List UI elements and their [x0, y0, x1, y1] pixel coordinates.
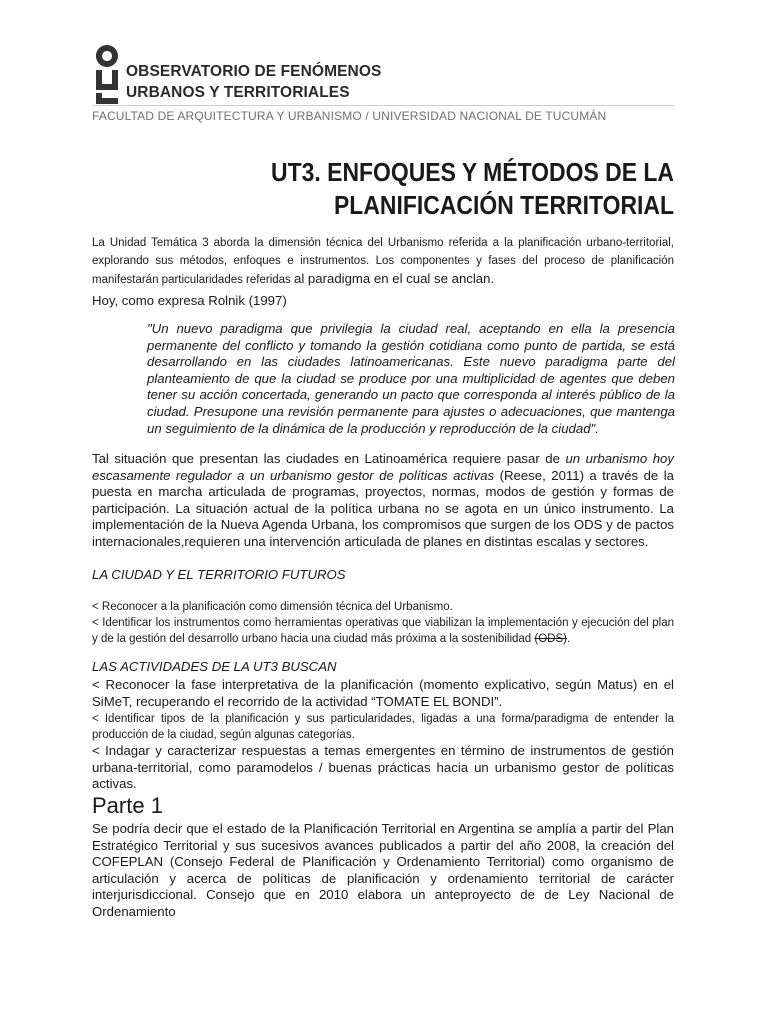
actividades-item-1: < Reconocer la fase interpretativa de la planificación (momento explicativo, según Matus) en el SiMeT, recuperando el recorrido de la actividad “TOMATE EL BONDI”. [92, 677, 674, 709]
intro-paragraph: La Unidad Temática 3 aborda la dimensión técnica del Urbanismo referida a la planificación urbano-territorial, explorando sus métodos, enfoques e instrumentos. Los componentes y fases del proceso de planificación manifestarán particularidades referidas al paradigma en el cual se anclan. [92, 237, 674, 286]
document-title [170, 157, 674, 223]
title-line2: PLANIFICACIÓN TERRITORIAL [333, 192, 674, 220]
quote-intro: Hoy, como expresa Rolnik (1997) [92, 293, 287, 308]
header-divider [92, 105, 674, 106]
part-1-text: Se podría decir que el estado de la Planificación Territorial en Argentina se amplía a partir del Plan Estratégico Territorial y sus sucesivos avances publicados a partir del año 2008, la creación del COFEPLAN (Consejo Federal de Planificación y Ordenamiento Territorial) como organismo de articulación y acerca de políticas de planificación y ordenamiento territorial de carácter interjurisdiccional. Consejo que en 2010 elabora un anteproyecto de de Ley Nacional de Ordenamiento [92, 821, 674, 919]
section-heading-futuros: LA CIUDAD Y EL TERRITORIO FUTUROS [92, 567, 346, 582]
observatory-logo-icon [92, 43, 122, 105]
futuros-item-2: < Identificar los instrumentos como herramientas operativas que viabilizan la implementación y ejecución del plan y de la gestión del desarrollo urbano hacia una ciudad más próxima a la sostenibilidad (ODS). [92, 617, 674, 646]
faculty-line: FACULTAD DE ARQUITECTURA Y URBANISMO / UNIVERSIDAD NACIONAL DE TUCUMÁN [92, 109, 607, 123]
actividades-item-3: < Indagar y caracterizar respuestas a temas emergentes en término de instrumentos de gestión urbana-territorial, como paramodelos / buenas prácticas hacia un urbanismo gestor de políticas activas. [92, 743, 674, 792]
org-name-line1: OBSERVATORIO DE FENÓMENOS [126, 63, 382, 80]
futuros-item-1: < Reconocer a la planificación como dimensión técnica del Urbanismo. [92, 601, 453, 613]
rolnik-quote: "Un nuevo paradigma que privilegia la ciudad real, aceptando en ella la presencia permanente del conflicto y tomando la gestión cotidiana como punto de partida, se está desarrollando en las ciudades latinoamericanas. Este nuevo paradigma parte del planteamiento de que la ciudad se produce por una multiplicidad de agentes que deben tener su acción concertada, generando un pacto que corresponda al interés público de la ciudad. Presupone una revisión permanente para ajustes o adecuaciones, que mantenga un seguimiento de la dinámica de la producción y reproducción de la ciudad". [147, 321, 675, 436]
actividades-item-2: < Identificar tipos de la planificación y sus particularidades, ligadas a una forma/paradigma de entender la producción de la ciudad, según algunas categorías. [92, 713, 674, 742]
org-name-line2: URBANOS Y TERRITORIALES [126, 84, 350, 101]
title-line1: UT3. ENFOQUES Y MÉTODOS DE LA [271, 159, 674, 187]
paragraph-2: Tal situación que presentan las ciudades en Latinoamérica requiere pasar de un urbanismo hoy escasamente regulador a un urbanismo gestor de políticas activas (Reese, 2011) a través de la puesta en marcha articulada de programas, proyectos, normas, modos de gestión y formas de participación. La situación actual de la política urbana no se agota en un único instrumento. La implementación de la Nueva Agenda Urbana, los compromisos que surgen de los ODS y de pactos internacionales,requieren una intervención articulada de planes en distintas escalas y sectores. [92, 451, 674, 549]
part-1-heading: Parte 1 [92, 793, 163, 818]
section-heading-actividades: LAS ACTIVIDADES DE LA UT3 BUSCAN [92, 659, 337, 674]
